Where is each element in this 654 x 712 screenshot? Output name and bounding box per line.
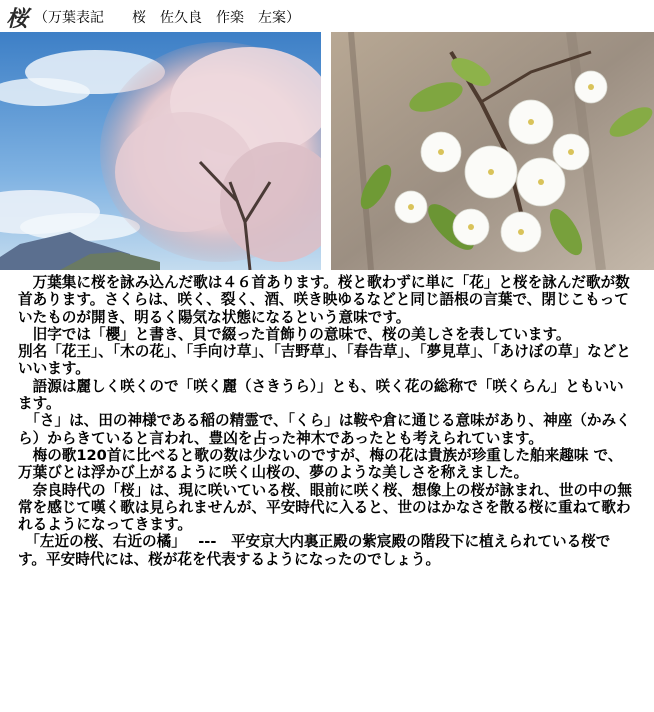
paragraph: 語源は麗しく咲くので「咲く麗（さきうら）」とも、咲く花の総称で「咲くらん」ともいいます。 <box>18 377 624 413</box>
title-character: 桜 <box>6 5 29 32</box>
paragraph: 旧字では「櫻」と書き、貝で綴った首飾りの意味で、桜の美しさを表しています。 <box>18 325 571 343</box>
paragraph: 奈良時代の「桜」は、現に咲いている桜、眼前に咲く桜、想像上の桜が詠まれ、世の中の無常を感じて嘆く歌は見られませんが、平安時代に入ると、世のはかなさを散る桜に重ねて歌われるようになってきます。 <box>18 481 632 534</box>
paragraph: 「さ」は、田の神様である稲の精霊で、「くら」は鞍や倉に通じる意味があり、神座（かみくら）からきていると言われ、豊凶を占った神木であったとも考えられています。 <box>18 412 631 447</box>
paragraph: 梅の歌120首に比べると歌の数は少ないのですが、梅の花は貴族が珍重した舶来趣味 で、万葉びとは浮かび上がるように咲く山桜の、夢のような美しさを称えました。 <box>18 446 623 482</box>
paragraph: 「左近の桜、右近の橘」 --- 平安京大内裏正殿の紫宸殿の階段下に植えられている桜です。平安時代には、桜が花を代表するようになったのでしょう。 <box>18 533 611 568</box>
paragraph: 別名「花王」、「木の花」、「手向け草」、「吉野草」、「春告草」、「夢見草」、「あけぼの草」などといいます。 <box>18 343 631 378</box>
manyo-notation: （万葉表記 桜 佐久良 作楽 左案） <box>34 10 301 26</box>
page-header <box>6 4 300 30</box>
paragraph: 万葉集に桜を詠み込んだ歌は４６首あります。桜と歌わずに単に「花」と桜を詠んだ歌が数首あります。さくらは、咲く、裂く、酒、咲き映ゆるなどと同じ語根の言葉で、閉じこもっていたものが開き、明るく陽気な状態になるという意味です。 <box>18 274 630 326</box>
cherry-blossom-photo <box>331 32 654 270</box>
cherry-tree-photo <box>0 32 321 270</box>
article-body <box>18 274 634 568</box>
